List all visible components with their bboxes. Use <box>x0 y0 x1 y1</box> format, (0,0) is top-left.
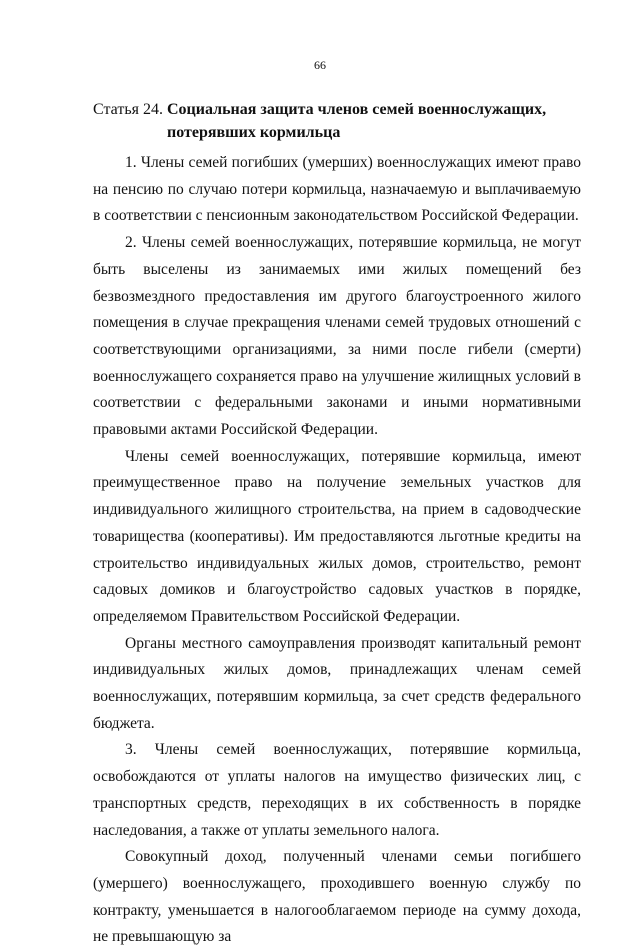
article-body <box>93 150 581 951</box>
page-number: 66 <box>314 58 326 72</box>
paragraph-5: 3. Члены семей военнослужащих, потерявшие кормильца, освобождаются от уплаты налогов на имущество физических лиц, с транспортных средств, переходящих в их собственность в порядке наследования, а также от уплаты земельного налога. <box>93 741 581 839</box>
article-title-line2: потерявших кормильца <box>167 124 341 141</box>
paragraph-4: Органы местного самоуправления производят капитальный ремонт индивидуальных жилых домов, принадлежащих членам семей военнослужащих, потерявшим кормильца, за счет средств федерального бюджета. <box>93 634 581 732</box>
article-prefix: Статья 24. <box>93 101 163 118</box>
paragraph-3: Члены семей военнослужащих, потерявшие кормильца, имеют преимущественное право на получение земельных участков для индивидуального жилищного строительства, на прием в садоводческие товарищества (кооперативы). Им предоставляются льготные кредиты на строительство индивидуальных жилых домов, строительство, ремонт садовых домиков и благоустройство садовых участков в порядке, определяемом Правительством Российской Федерации. <box>93 447 581 625</box>
article-title-line1: Социальная защита членов семей военнослужащих, <box>166 101 547 118</box>
paragraph-1: 1. Члены семей погибших (умерших) военнослужащих имеют право на пенсию по случаю потери кормильца, назначаемую и выплачиваемую в соответствии с пенсионным законодательством Российской Федерации. <box>93 154 581 225</box>
paragraph-2: 2. Члены семей военнослужащих, потерявшие кормильца, не могут быть выселены из занимаемых ими жилых помещений без безвозмездного предоставления им другого благоустроенного жилого помещения в случае прекращения членами семей трудовых отношений с соответствующими организациями, за ними после гибели (смерти) военнослужащего сохраняется право на улучшение жилищных условий в соответствии с федеральными законами и иными нормативными правовыми актами Российской Федерации. <box>93 234 581 439</box>
paragraph-6: Совокупный доход, полученный членами семьи погибшего (умершего) военнослужащего, проходившего военную службу по контракту, уменьшается в налогооблагаемом периоде на сумму дохода, не превышающую за <box>93 848 581 946</box>
article-heading <box>93 98 573 144</box>
